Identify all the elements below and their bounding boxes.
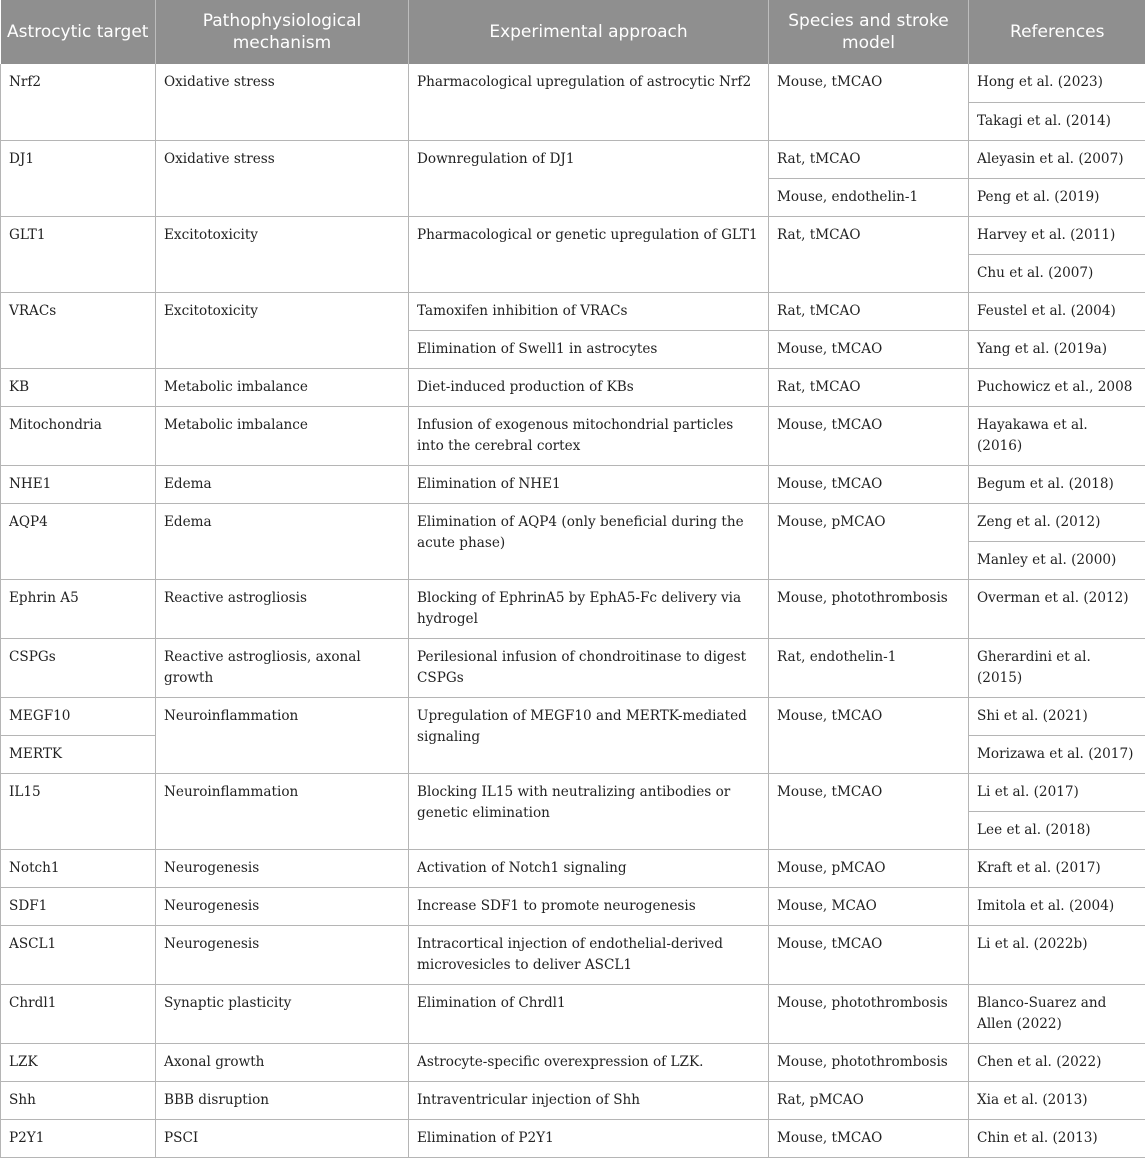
- target-cell: Ephrin A5: [1, 579, 156, 638]
- mechanism-cell: PSCI: [156, 1119, 409, 1157]
- mechanism-cell: Reactive astrogliosis, axonal growth: [156, 638, 409, 697]
- species-cell: Mouse, pMCAO: [769, 849, 969, 887]
- mechanism-cell: Neurogenesis: [156, 849, 409, 887]
- table-row: [1, 216, 1145, 254]
- reference-cell: Li et al. (2017): [969, 773, 1145, 811]
- table-row: [1, 887, 1145, 925]
- species-cell: Mouse, tMCAO: [769, 465, 969, 503]
- reference-cell: Chen et al. (2022): [969, 1043, 1145, 1081]
- reference-cell: Chu et al. (2007): [969, 254, 1145, 292]
- header-row: [1, 0, 1145, 64]
- mechanism-cell: Metabolic imbalance: [156, 368, 409, 406]
- species-cell: Mouse, endothelin-1: [769, 178, 969, 216]
- species-cell: Mouse, photothrombosis: [769, 984, 969, 1043]
- target-cell: ASCL1: [1, 925, 156, 984]
- approach-cell: Elimination of NHE1: [409, 465, 769, 503]
- mechanism-cell: Oxidative stress: [156, 64, 409, 140]
- mechanism-cell: Synaptic plasticity: [156, 984, 409, 1043]
- approach-cell: Pharmacological upregulation of astrocytic Nrf2: [409, 64, 769, 140]
- reference-cell: Yang et al. (2019a): [969, 330, 1145, 368]
- target-cell: MERTK: [1, 735, 156, 773]
- reference-cell: Gherardini et al. (2015): [969, 638, 1145, 697]
- target-cell: MEGF10: [1, 697, 156, 735]
- approach-cell: Elimination of Chrdl1: [409, 984, 769, 1043]
- reference-cell: Morizawa et al. (2017): [969, 735, 1145, 773]
- reference-cell: Blanco-Suarez and Allen (2022): [969, 984, 1145, 1043]
- target-cell: Notch1: [1, 849, 156, 887]
- target-cell: Shh: [1, 1081, 156, 1119]
- header-references: References: [969, 0, 1145, 64]
- target-cell: IL15: [1, 773, 156, 849]
- approach-cell: Blocking of EphrinA5 by EphA5-Fc delivery via hydrogel: [409, 579, 769, 638]
- species-cell: Rat, endothelin-1: [769, 638, 969, 697]
- table-row: [1, 1043, 1145, 1081]
- table-row: [1, 1119, 1145, 1157]
- mechanism-cell: Edema: [156, 503, 409, 579]
- header-species: Species and stroke model: [769, 0, 969, 64]
- target-cell: LZK: [1, 1043, 156, 1081]
- approach-cell: Pharmacological or genetic upregulation of GLT1: [409, 216, 769, 292]
- reference-cell: Chin et al. (2013): [969, 1119, 1145, 1157]
- target-cell: CSPGs: [1, 638, 156, 697]
- mechanism-cell: Neuroinflammation: [156, 697, 409, 773]
- mechanism-cell: Neurogenesis: [156, 887, 409, 925]
- target-cell: DJ1: [1, 140, 156, 216]
- approach-cell: Infusion of exogenous mitochondrial particles into the cerebral cortex: [409, 406, 769, 465]
- table-row: [1, 984, 1145, 1043]
- species-cell: Mouse, photothrombosis: [769, 1043, 969, 1081]
- mechanism-cell: Reactive astrogliosis: [156, 579, 409, 638]
- approach-cell: Diet-induced production of KBs: [409, 368, 769, 406]
- table-row: [1, 64, 1145, 102]
- reference-cell: Manley et al. (2000): [969, 541, 1145, 579]
- table-row: [1, 140, 1145, 178]
- reference-cell: Takagi et al. (2014): [969, 102, 1145, 140]
- target-cell: VRACs: [1, 292, 156, 368]
- reference-cell: Lee et al. (2018): [969, 811, 1145, 849]
- mechanism-cell: Edema: [156, 465, 409, 503]
- mechanism-cell: Oxidative stress: [156, 140, 409, 216]
- approach-cell: Elimination of Swell1 in astrocytes: [409, 330, 769, 368]
- table-row: [1, 368, 1145, 406]
- reference-cell: Puchowicz et al., 2008: [969, 368, 1145, 406]
- reference-cell: Hayakawa et al. (2016): [969, 406, 1145, 465]
- reference-cell: Zeng et al. (2012): [969, 503, 1145, 541]
- approach-cell: Downregulation of DJ1: [409, 140, 769, 216]
- reference-cell: Harvey et al. (2011): [969, 216, 1145, 254]
- species-cell: Mouse, tMCAO: [769, 330, 969, 368]
- table-row: [1, 406, 1145, 465]
- table-row: [1, 579, 1145, 638]
- reference-cell: Aleyasin et al. (2007): [969, 140, 1145, 178]
- reference-cell: Li et al. (2022b): [969, 925, 1145, 984]
- approach-cell: Intraventricular injection of Shh: [409, 1081, 769, 1119]
- target-cell: KB: [1, 368, 156, 406]
- header-mechanism: Pathophysiological mechanism: [156, 0, 409, 64]
- approach-cell: Tamoxifen inhibition of VRACs: [409, 292, 769, 330]
- reference-cell: Hong et al. (2023): [969, 64, 1145, 102]
- table-row: [1, 849, 1145, 887]
- species-cell: Mouse, tMCAO: [769, 925, 969, 984]
- approach-cell: Activation of Notch1 signaling: [409, 849, 769, 887]
- reference-cell: Begum et al. (2018): [969, 465, 1145, 503]
- species-cell: Rat, tMCAO: [769, 216, 969, 292]
- species-cell: Mouse, MCAO: [769, 887, 969, 925]
- approach-cell: Increase SDF1 to promote neurogenesis: [409, 887, 769, 925]
- approach-cell: Perilesional infusion of chondroitinase to digest CSPGs: [409, 638, 769, 697]
- mechanism-cell: BBB disruption: [156, 1081, 409, 1119]
- approach-cell: Elimination of P2Y1: [409, 1119, 769, 1157]
- species-cell: Rat, tMCAO: [769, 140, 969, 178]
- table-row: [1, 697, 1145, 735]
- reference-cell: Kraft et al. (2017): [969, 849, 1145, 887]
- target-cell: AQP4: [1, 503, 156, 579]
- species-cell: Rat, pMCAO: [769, 1081, 969, 1119]
- table-row: [1, 503, 1145, 541]
- mechanism-cell: Metabolic imbalance: [156, 406, 409, 465]
- mechanism-cell: Excitotoxicity: [156, 292, 409, 368]
- mechanism-cell: Axonal growth: [156, 1043, 409, 1081]
- reference-cell: Imitola et al. (2004): [969, 887, 1145, 925]
- header-target: Astrocytic target: [1, 0, 156, 64]
- species-cell: Mouse, tMCAO: [769, 697, 969, 773]
- reference-cell: Peng et al. (2019): [969, 178, 1145, 216]
- species-cell: Rat, tMCAO: [769, 292, 969, 330]
- approach-cell: Elimination of AQP4 (only beneficial during the acute phase): [409, 503, 769, 579]
- species-cell: Mouse, tMCAO: [769, 1119, 969, 1157]
- species-cell: Mouse, tMCAO: [769, 773, 969, 849]
- target-cell: P2Y1: [1, 1119, 156, 1157]
- table-row: [1, 773, 1145, 811]
- header-approach: Experimental approach: [409, 0, 769, 64]
- approach-cell: Blocking IL15 with neutralizing antibodies or genetic elimination: [409, 773, 769, 849]
- target-cell: Mitochondria: [1, 406, 156, 465]
- species-cell: Mouse, tMCAO: [769, 406, 969, 465]
- reference-cell: Xia et al. (2013): [969, 1081, 1145, 1119]
- mechanism-cell: Neurogenesis: [156, 925, 409, 984]
- approach-cell: Intracortical injection of endothelial-derived microvesicles to deliver ASCL1: [409, 925, 769, 984]
- species-cell: Mouse, photothrombosis: [769, 579, 969, 638]
- species-cell: Rat, tMCAO: [769, 368, 969, 406]
- target-cell: Chrdl1: [1, 984, 156, 1043]
- table-row: [1, 925, 1145, 984]
- target-cell: GLT1: [1, 216, 156, 292]
- reference-cell: Shi et al. (2021): [969, 697, 1145, 735]
- table-row: [1, 1081, 1145, 1119]
- target-cell: SDF1: [1, 887, 156, 925]
- target-cell: Nrf2: [1, 64, 156, 140]
- target-cell: NHE1: [1, 465, 156, 503]
- species-cell: Mouse, tMCAO: [769, 64, 969, 140]
- reference-cell: Overman et al. (2012): [969, 579, 1145, 638]
- table-row: [1, 638, 1145, 697]
- table-row: [1, 292, 1145, 330]
- mechanism-cell: Neuroinflammation: [156, 773, 409, 849]
- mechanism-cell: Excitotoxicity: [156, 216, 409, 292]
- approach-cell: Upregulation of MEGF10 and MERTK-mediated signaling: [409, 697, 769, 773]
- table-row: [1, 465, 1145, 503]
- reference-cell: Feustel et al. (2004): [969, 292, 1145, 330]
- approach-cell: Astrocyte-specific overexpression of LZK.: [409, 1043, 769, 1081]
- species-cell: Mouse, pMCAO: [769, 503, 969, 579]
